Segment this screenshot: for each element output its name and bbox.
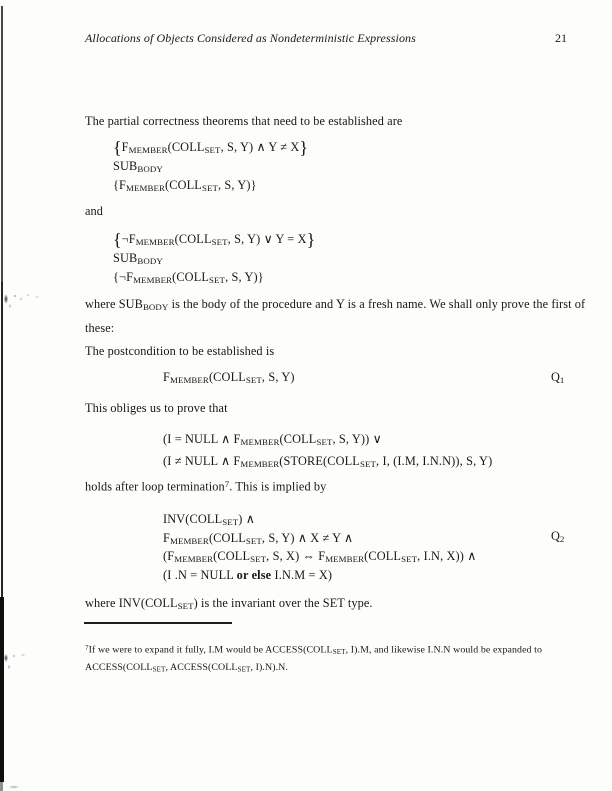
theorem2-body: $SUB_{BODY}$ (113, 251, 163, 266)
paragraph-where-inv: where $INV(COLL_{SET})$ is the invariant over the SET type. (85, 596, 373, 611)
paragraph-holds: holds after loop termination$^7$. This is implied by (85, 479, 327, 494)
scan-artifact-left-edge-tail (0, 782, 3, 791)
paragraph-where-subbody: where $SUB_{BODY}$ is the body of the procedure and Y is a fresh name. We shall only prove the first of these: (85, 297, 586, 335)
scan-smudge-upper (3, 291, 43, 311)
disjunction-formula-block (163, 428, 492, 472)
paragraph-obliges: This obliges us to prove that (85, 401, 228, 415)
scan-artifact-left-edge-mid (1, 282, 3, 597)
postcondition-formula: $F_{MEMBER}(COLL_{SET}$, S, Y) (163, 370, 295, 385)
implied-line-3: ($F_{MEMBER}(COLL_{SET}$, S, X) ⇔ $F_{MEMBER}(COLL_{SET}$, I.N, X)) ∧ (163, 549, 477, 564)
running-header (85, 31, 567, 46)
theorem-block-1 (113, 138, 308, 195)
footnote-text: $^7$If we were to expand it fully, I.M would be $ACCESS(COLL_{SET}$, I).M, and likewise I.N.N would be expanded to $ACCESS(COLL_{SET}$, $ACCESS(COLL_{SET}$, I).N).N. (85, 644, 543, 674)
equation-label-q1: $Q_1$ (551, 370, 565, 385)
theorem1-body: $SUB_{BODY}$ (113, 159, 163, 174)
disjunction-line-1: (I = NULL ∧ $F_{MEMBER}(COLL_{SET}$, S, Y)) ∨ (163, 432, 382, 447)
disjunction-line-2: (I ≠ NULL ∧ $F_{MEMBER}(STORE(COLL_{SET}$, I, (I.M, I.N.N)), S, Y) (163, 454, 493, 469)
theorem-block-2 (113, 230, 315, 287)
implied-line-1: $INV(COLL_{SET})$ ∧ (163, 512, 255, 527)
scan-smudge-lower (3, 651, 35, 675)
running-header-title: Allocations of Objects Considered as Nondeterministic Expressions (85, 31, 416, 45)
theorem1-postcondition: {$F_{MEMBER}(COLL_{SET}$, S, Y)} (113, 178, 257, 193)
scan-artifact-left-edge-bottom (0, 597, 4, 782)
theorem2-precondition: {$\neg F_{MEMBER}(COLL_{SET}$, S, Y) ∨ Y = X} (113, 229, 316, 250)
paragraph-postcondition-intro: The postcondition to be established is (85, 344, 275, 358)
footnote-rule (84, 622, 232, 624)
implied-line-2: $F_{MEMBER}(COLL_{SET}$, S, Y) ∧ X ≠ Y ∧ (163, 530, 354, 546)
page-number: 21 (555, 31, 567, 45)
scan-artifact-left-edge-top (1, 6, 3, 282)
paragraph-intro: The partial correctness theorems that need to be established are (85, 114, 403, 128)
scan-smudge-bottom (7, 785, 22, 789)
paragraph-and: and (85, 204, 104, 218)
implied-line-4: (I .N = NULL or else I.N.M = X) (163, 567, 333, 582)
equation-label-q2: $Q_2$ (551, 529, 565, 544)
theorem1-precondition: {$F_{MEMBER}(COLL_{SET}$, S, Y) ∧ Y ≠ X} (113, 137, 309, 158)
implied-formula-block (163, 510, 476, 584)
theorem2-postcondition: {$\neg F_{MEMBER}(COLL_{SET}$, S, Y)} (113, 270, 264, 285)
